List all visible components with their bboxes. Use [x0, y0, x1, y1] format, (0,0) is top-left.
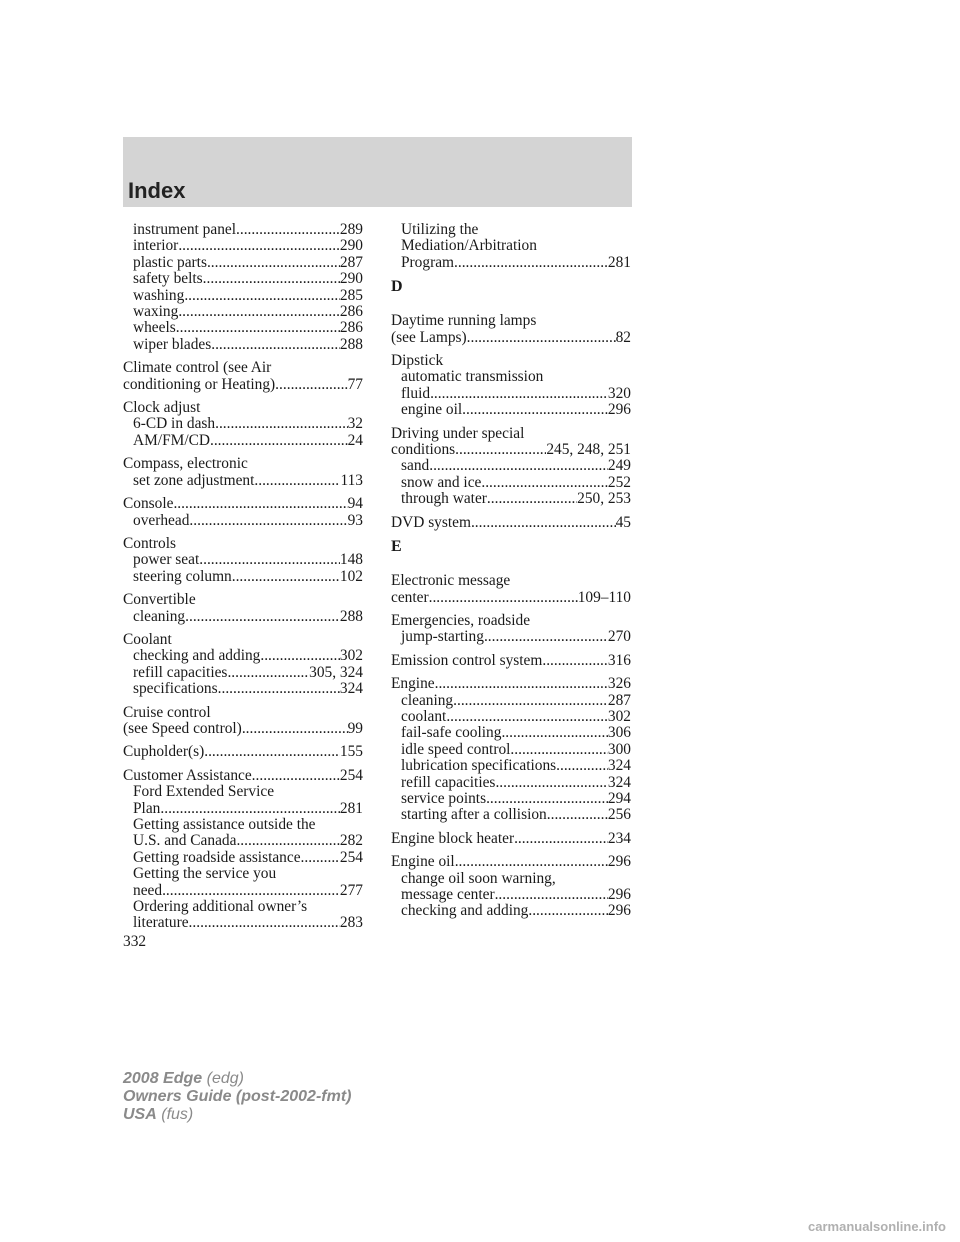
entry-text: jump-starting [401, 629, 484, 646]
document-footer [123, 1070, 351, 1124]
index-subentry-line [123, 304, 363, 320]
index-entry-line [391, 515, 631, 531]
dot-leader [514, 831, 608, 847]
page-reference: 245, 248, 251 [546, 442, 631, 459]
entry-text: literature [133, 915, 189, 932]
dot-leader [301, 850, 340, 866]
entry-text: refill capacities [133, 664, 228, 681]
index-subentry-line [123, 238, 363, 254]
page-reference: 296 [607, 887, 631, 903]
index-subentry-line [123, 473, 363, 489]
index-subentry-line [391, 758, 631, 774]
index-entry [123, 768, 363, 932]
dot-leader [454, 255, 608, 271]
dot-leader [184, 288, 340, 304]
dot-leader [160, 801, 340, 817]
page-reference: 93 [347, 512, 363, 529]
index-subentry-line [391, 386, 631, 402]
page-reference: 252 [607, 474, 631, 491]
entry-text: Electronic message [391, 573, 511, 590]
index-entry [391, 573, 631, 606]
entry-text: Driving under special [391, 425, 525, 442]
entry-text: power seat [133, 552, 200, 569]
entry-text: plastic parts [133, 254, 207, 271]
entry-text: Controls [123, 535, 177, 552]
index-subentry-line [123, 648, 363, 664]
dot-leader [556, 758, 608, 774]
page-reference: 249 [607, 458, 631, 475]
index-entry [123, 496, 363, 529]
entry-text: safety belts [133, 271, 203, 288]
entry-text: change oil soon warning, [401, 870, 556, 887]
index-entry [123, 360, 363, 393]
dot-leader [236, 833, 339, 849]
entry-text: Engine [391, 676, 435, 693]
dot-leader [218, 681, 340, 697]
entry-text: Climate control (see Air [123, 360, 272, 377]
dot-leader [542, 653, 608, 669]
page-reference: 288 [339, 608, 363, 625]
footer-market: USA [123, 1106, 157, 1123]
dot-leader [199, 552, 340, 568]
dot-leader [453, 693, 608, 709]
index-subentry-line [123, 222, 363, 238]
index-entry [391, 613, 631, 646]
index-subentry-line [123, 552, 363, 568]
entry-text: conditions [391, 442, 456, 459]
index-entry [391, 676, 631, 824]
entry-text: (see Lamps) [391, 329, 467, 346]
dot-leader [189, 513, 347, 529]
page-reference: 102 [339, 568, 363, 585]
entry-text: service points [401, 790, 487, 807]
entry-text: message center [401, 887, 495, 903]
dot-leader [486, 791, 608, 807]
entry-text: coolant [401, 708, 447, 725]
entry-text: instrument panel [133, 222, 237, 238]
entry-text: AM/FM/CD [133, 432, 210, 449]
index-entry-line [391, 573, 631, 589]
entry-text: specifications [133, 681, 218, 698]
index-entry [123, 592, 363, 625]
index-subentry-line [391, 629, 631, 645]
index-subentry-line [391, 369, 631, 385]
entry-text: Ford Extended Service [133, 784, 275, 801]
page-reference: 148 [339, 552, 363, 569]
page-reference: 320 [607, 385, 631, 402]
page-reference: 302 [339, 648, 363, 665]
index-entry-line [391, 313, 631, 329]
page-reference: 287 [339, 254, 363, 271]
dot-leader [435, 676, 608, 692]
page-reference: 283 [339, 915, 363, 932]
index-entry [391, 653, 631, 669]
entry-text: Emission control system [391, 652, 543, 669]
entry-text: (see Speed control) [123, 720, 242, 737]
entry-text: Plan [133, 800, 161, 817]
entry-text: Getting assistance outside the [133, 817, 316, 833]
entry-text: need [133, 882, 163, 899]
entry-text: Mediation/Arbitration [401, 238, 537, 255]
index-subentry-line [391, 475, 631, 491]
dot-leader [254, 473, 340, 489]
page-reference: 109–110 [577, 589, 631, 606]
page-reference: 306 [607, 725, 631, 742]
page-reference: 289 [339, 222, 363, 238]
index-entry-line [123, 592, 363, 608]
index-entry [391, 515, 631, 531]
entry-text: Emergencies, roadside [391, 612, 531, 629]
page-reference: 45 [615, 514, 631, 531]
index-subentry-line [123, 665, 363, 681]
dot-leader [429, 590, 578, 606]
index-subentry-line [123, 255, 363, 271]
index-entry [123, 222, 363, 353]
entry-text: refill capacities [401, 774, 496, 791]
entry-text: Convertible [123, 592, 196, 609]
entry-text: through water [401, 491, 487, 508]
index-subentry-line [123, 681, 363, 697]
page-reference: 296 [607, 903, 631, 920]
index-subentry-line [391, 255, 631, 271]
entry-text: Utilizing the [401, 222, 479, 238]
index-entry-line [123, 721, 363, 737]
dot-leader [173, 496, 347, 512]
index-entry [391, 831, 631, 847]
header-band [123, 137, 632, 207]
dot-leader [162, 883, 340, 899]
dot-leader [207, 255, 340, 271]
page-reference: 285 [339, 287, 363, 304]
dot-leader [227, 665, 309, 681]
entry-text: conditioning or Heating) [123, 376, 276, 393]
page-reference: 77 [347, 376, 363, 393]
index-entry-line [391, 330, 631, 346]
entry-text: Engine oil [391, 854, 455, 871]
entry-text: Daytime running lamps [391, 313, 537, 330]
index-subentry-line [123, 850, 363, 866]
entry-text: automatic transmission [401, 369, 544, 386]
dot-leader [481, 475, 608, 491]
index-entry-line [391, 590, 631, 606]
footer-model: 2008 Edge [123, 1070, 203, 1087]
page-reference: 24 [347, 432, 363, 449]
index-subentry-line [391, 791, 631, 807]
footer-guide: Owners Guide (post-2002-fmt) [123, 1088, 352, 1105]
index-subentry-line [123, 320, 363, 336]
page-reference: 270 [607, 629, 631, 646]
page-reference: 324 [339, 681, 363, 698]
entry-text: Compass, electronic [123, 456, 248, 473]
index-entry-line [391, 676, 631, 692]
page-reference: 99 [347, 720, 363, 737]
entry-text: checking and adding [401, 903, 529, 920]
entry-text: fail-safe cooling [401, 725, 502, 742]
watermark-text: carmanualsonline.info [808, 1219, 946, 1234]
footer-model-code: (edg) [206, 1070, 244, 1087]
index-subentry-line [123, 271, 363, 287]
page-reference: 286 [339, 320, 363, 337]
dot-leader [210, 433, 348, 449]
index-subentry-line [123, 899, 363, 915]
index-column-right [391, 222, 631, 927]
index-subentry-line [123, 883, 363, 899]
dot-leader [178, 304, 340, 320]
section-letter: D [391, 278, 403, 296]
index-entry-line [123, 744, 363, 760]
index-subentry-line [391, 222, 631, 238]
index-entry [391, 854, 631, 920]
entry-text: waxing [133, 304, 179, 321]
index-subentry-line [391, 742, 631, 758]
page-reference: 300 [607, 741, 631, 758]
dot-leader [203, 271, 340, 287]
entry-text: Getting roadside assistance [133, 849, 301, 866]
index-subentry-line [123, 416, 363, 432]
dot-leader [462, 402, 608, 418]
index-entry-line [123, 377, 363, 393]
index-subentry-line [123, 817, 363, 833]
page-reference: 296 [607, 854, 631, 871]
dot-leader [232, 569, 340, 585]
dot-leader [495, 775, 607, 791]
index-subentry-line [391, 693, 631, 709]
dot-leader [528, 903, 608, 919]
page-reference: 296 [607, 402, 631, 419]
page-reference: 286 [339, 304, 363, 321]
section-letter: E [391, 538, 402, 556]
entry-text: engine oil [401, 402, 463, 419]
page-reference: 113 [340, 472, 363, 489]
index-subentry-line [123, 288, 363, 304]
index-entry [123, 536, 363, 585]
dot-leader [236, 222, 340, 238]
index-subentry-line [391, 402, 631, 418]
index-subentry-line [123, 569, 363, 585]
entry-text: checking and adding [133, 648, 261, 665]
page-reference: 290 [339, 238, 363, 255]
index-entry-line [123, 400, 363, 416]
dot-leader [185, 609, 340, 625]
entry-text: Getting the service you [133, 866, 277, 883]
index-entry [123, 705, 363, 738]
index-subentry-line [391, 458, 631, 474]
page-reference: 290 [339, 271, 363, 288]
page-reference: 250, 253 [577, 491, 631, 508]
page-reference: 287 [607, 692, 631, 709]
dot-leader [189, 915, 340, 931]
index-subentry-line [123, 866, 363, 882]
index-entry-line [391, 854, 631, 870]
page-reference: 305, 324 [309, 664, 363, 681]
entry-text: Console [123, 496, 174, 513]
page-reference: 302 [607, 708, 631, 725]
entry-text: wheels [133, 320, 176, 337]
index-entry [123, 400, 363, 449]
index-entry-line [391, 353, 631, 369]
index-entry [391, 353, 631, 419]
page-reference: 32 [347, 416, 363, 433]
index-entry-line [391, 442, 631, 458]
page-reference: 324 [607, 758, 631, 775]
index-entry-line [123, 632, 363, 648]
index-subentry-line [123, 833, 363, 849]
page-number: 332 [123, 933, 147, 950]
dot-leader [275, 377, 347, 393]
index-entry-line [391, 613, 631, 629]
index-subentry-line [123, 915, 363, 931]
index-entry [391, 313, 631, 346]
index-subentry-line [391, 887, 631, 903]
dot-leader [455, 854, 608, 870]
dot-leader [260, 648, 340, 664]
dot-leader [467, 330, 616, 346]
index-subentry-line [123, 337, 363, 353]
footer-market-code: (fus) [161, 1106, 194, 1123]
index-subentry-line [123, 433, 363, 449]
index-subentry-line [391, 238, 631, 254]
page-reference: 82 [615, 329, 631, 346]
entry-text: idle speed control [401, 741, 511, 758]
dot-leader [204, 744, 340, 760]
dot-leader [495, 887, 608, 903]
page-reference: 326 [607, 676, 631, 693]
index-subentry-line [391, 807, 631, 823]
dot-leader [215, 416, 348, 432]
index-entry [391, 222, 631, 271]
index-entry-line [123, 360, 363, 376]
entry-text: Customer Assistance [123, 767, 252, 784]
dot-leader [429, 458, 608, 474]
entry-text: sand [401, 458, 430, 475]
index-subentry-line [391, 903, 631, 919]
index-entry [123, 744, 363, 760]
index-entry [123, 632, 363, 698]
dot-leader [211, 337, 340, 353]
index-entry-line [123, 705, 363, 721]
index-subentry-line [123, 801, 363, 817]
dot-leader [176, 320, 340, 336]
index-subentry-line [391, 775, 631, 791]
entry-text: U.S. and Canada [133, 833, 237, 850]
entry-text: Cruise control [123, 704, 211, 721]
index-entry [123, 456, 363, 489]
index-entry-line [391, 831, 631, 847]
index-subentry-line [391, 491, 631, 507]
page-reference: 294 [607, 790, 631, 807]
index-subentry-line [123, 609, 363, 625]
entry-text: Engine block heater [391, 830, 515, 847]
entry-text: Clock adjust [123, 400, 201, 417]
dot-leader [547, 807, 608, 823]
page-reference: 282 [339, 833, 363, 850]
index-subentry-line [391, 709, 631, 725]
entry-text: DVD system [391, 514, 471, 531]
entry-text: interior [133, 238, 179, 255]
index-entry-line [391, 653, 631, 669]
index-entry-line [123, 496, 363, 512]
dot-leader [252, 768, 340, 784]
entry-text: Dipstick [391, 353, 444, 370]
entry-text: snow and ice [401, 474, 482, 491]
index-column-left [123, 222, 363, 939]
entry-text: 6-CD in dash [133, 416, 216, 433]
index-subentry-line [123, 513, 363, 529]
page-reference: 316 [607, 652, 631, 669]
index-entry-line [123, 456, 363, 472]
page-reference: 155 [339, 744, 363, 761]
page-reference: 256 [607, 807, 631, 824]
entry-text: center [391, 589, 429, 606]
entry-text: wiper blades [133, 336, 212, 353]
entry-text: lubrication specifications [401, 758, 557, 775]
dot-leader [510, 742, 607, 758]
index-entry-line [391, 426, 631, 442]
entry-text: fluid [401, 385, 431, 402]
page-reference: 254 [339, 767, 363, 784]
page-reference: 281 [339, 800, 363, 817]
entry-text: steering column [133, 568, 232, 585]
entry-text: Program [401, 254, 455, 271]
entry-text: washing [133, 287, 185, 304]
dot-leader [430, 386, 608, 402]
page-title: Index [128, 178, 186, 203]
page-reference: 281 [607, 254, 631, 271]
index-subentry-line [391, 871, 631, 887]
page-reference: 288 [339, 336, 363, 353]
page-reference: 254 [339, 849, 363, 866]
page-reference: 277 [339, 882, 363, 899]
entry-text: Ordering additional owner’s [133, 899, 308, 916]
page-reference: 94 [347, 496, 363, 513]
entry-text: cleaning [133, 608, 186, 625]
dot-leader [178, 238, 340, 254]
dot-leader [455, 442, 546, 458]
dot-leader [487, 491, 577, 507]
page-reference: 324 [607, 774, 631, 791]
entry-text: Coolant [123, 631, 172, 648]
entry-text: overhead [133, 512, 190, 529]
entry-text: starting after a collision [401, 807, 547, 824]
entry-text: set zone adjustment [133, 472, 255, 489]
entry-text: Cupholder(s) [123, 744, 205, 761]
dot-leader [484, 629, 608, 645]
index-entry-line [123, 768, 363, 784]
index-entry [391, 426, 631, 508]
dot-leader [242, 721, 348, 737]
index-entry-line [123, 536, 363, 552]
index-subentry-line [123, 784, 363, 800]
page-reference: 234 [607, 830, 631, 847]
index-subentry-line [391, 725, 631, 741]
dot-leader [446, 709, 608, 725]
dot-leader [501, 725, 607, 741]
entry-text: cleaning [401, 692, 454, 709]
dot-leader [471, 515, 616, 531]
